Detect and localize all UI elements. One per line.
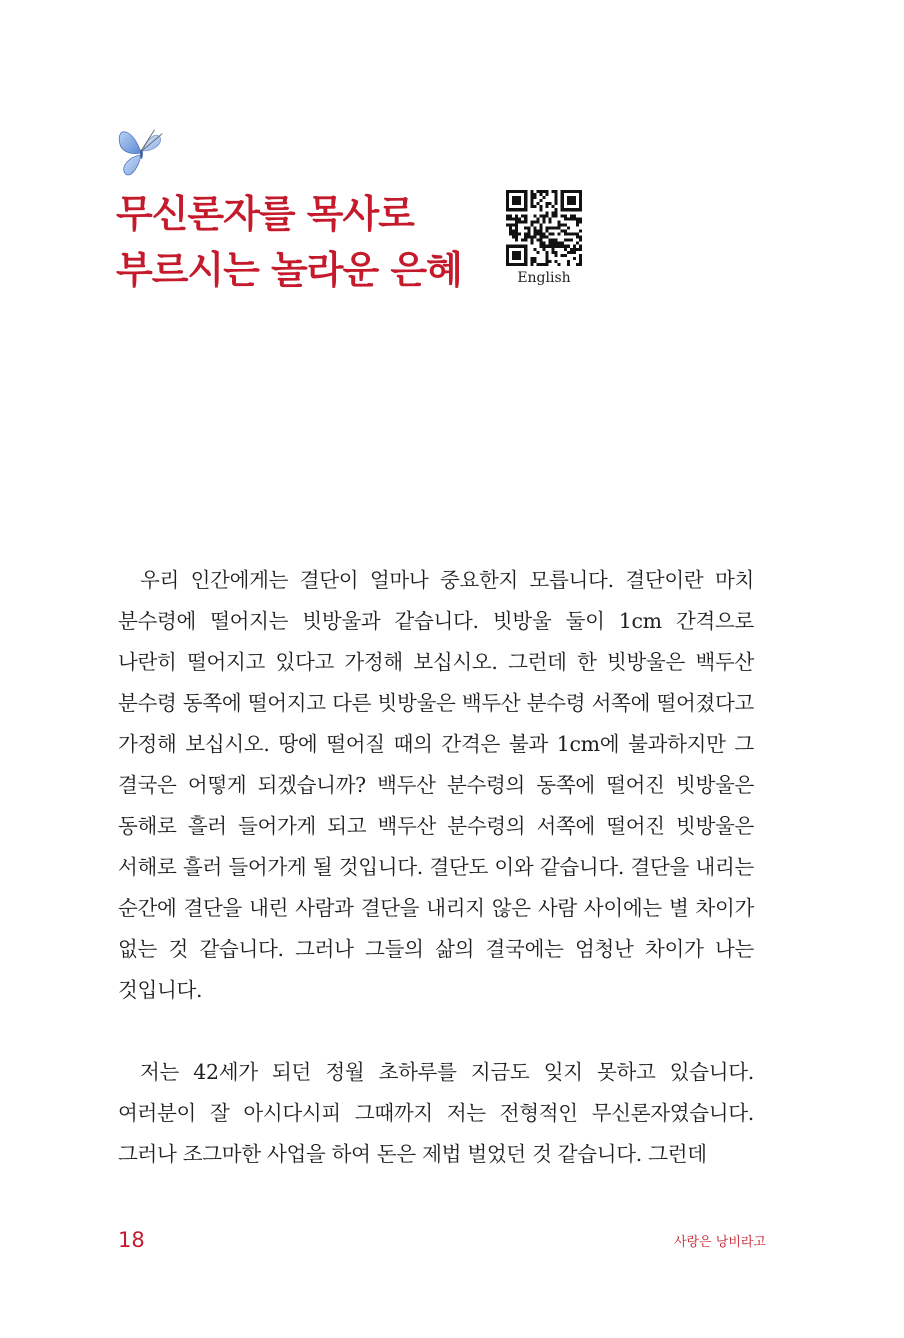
page-number: 18	[118, 1228, 145, 1252]
title-line-2: 부르시는 놀라운 은혜	[116, 248, 462, 292]
title-line-1: 무신론자를 목사로	[116, 192, 414, 236]
butterfly-icon	[112, 122, 170, 180]
body-text	[118, 560, 754, 1175]
paragraph: 저는 42세가 되던 정월 초하루를 지금도 잊지 못하고 있습니다. 여러분이 잘 아시다시피 그때까지 저는 전형적인 무신론자였습니다. 그러나 조그마한 사업을 하여 돈은 제법 벌었던 것 같습니다. 그런데	[118, 1060, 754, 1166]
qr-label: English	[517, 270, 571, 286]
chapter-title	[116, 186, 462, 298]
running-title: 사랑은 낭비라고	[673, 1235, 766, 1250]
qr-code-icon[interactable]	[506, 190, 582, 266]
paragraph: 우리 인간에게는 결단이 얼마나 중요한지 모릅니다. 결단이란 마치 분수령에 떨어지는 빗방울과 같습니다. 빗방울 둘이 1cm 간격으로 나란히 떨어지고 있다고 가정해 보십시오. 그런데 한 빗방울은 백두산 분수령 동쪽에 떨어지고 다른 빗방울은 백두산 분수령 서쪽에 떨어졌다고 가정해 보십시오. 땅에 떨어질 때의 간격은 불과 1cm에 불과하지만 그 결국은 어떻게 되겠습니까? 백두산 분수령의 동쪽에 떨어진 빗방울은 동해로 흘러 들어가게 되고 백두산 분수령의 서쪽에 떨어진 빗방울은 서해로 흘러 들어가게 될 것입니다. 결단도 이와 같습니다. 결단을 내리는 순간에 결단을 내린 사람과 결단을 내리지 않은 사람 사이에는 별 차이가 없는 것 같습니다. 그러나 그들의 삶의 결국에는 엄청난 차이가 나는 것입니다.	[118, 568, 754, 1002]
